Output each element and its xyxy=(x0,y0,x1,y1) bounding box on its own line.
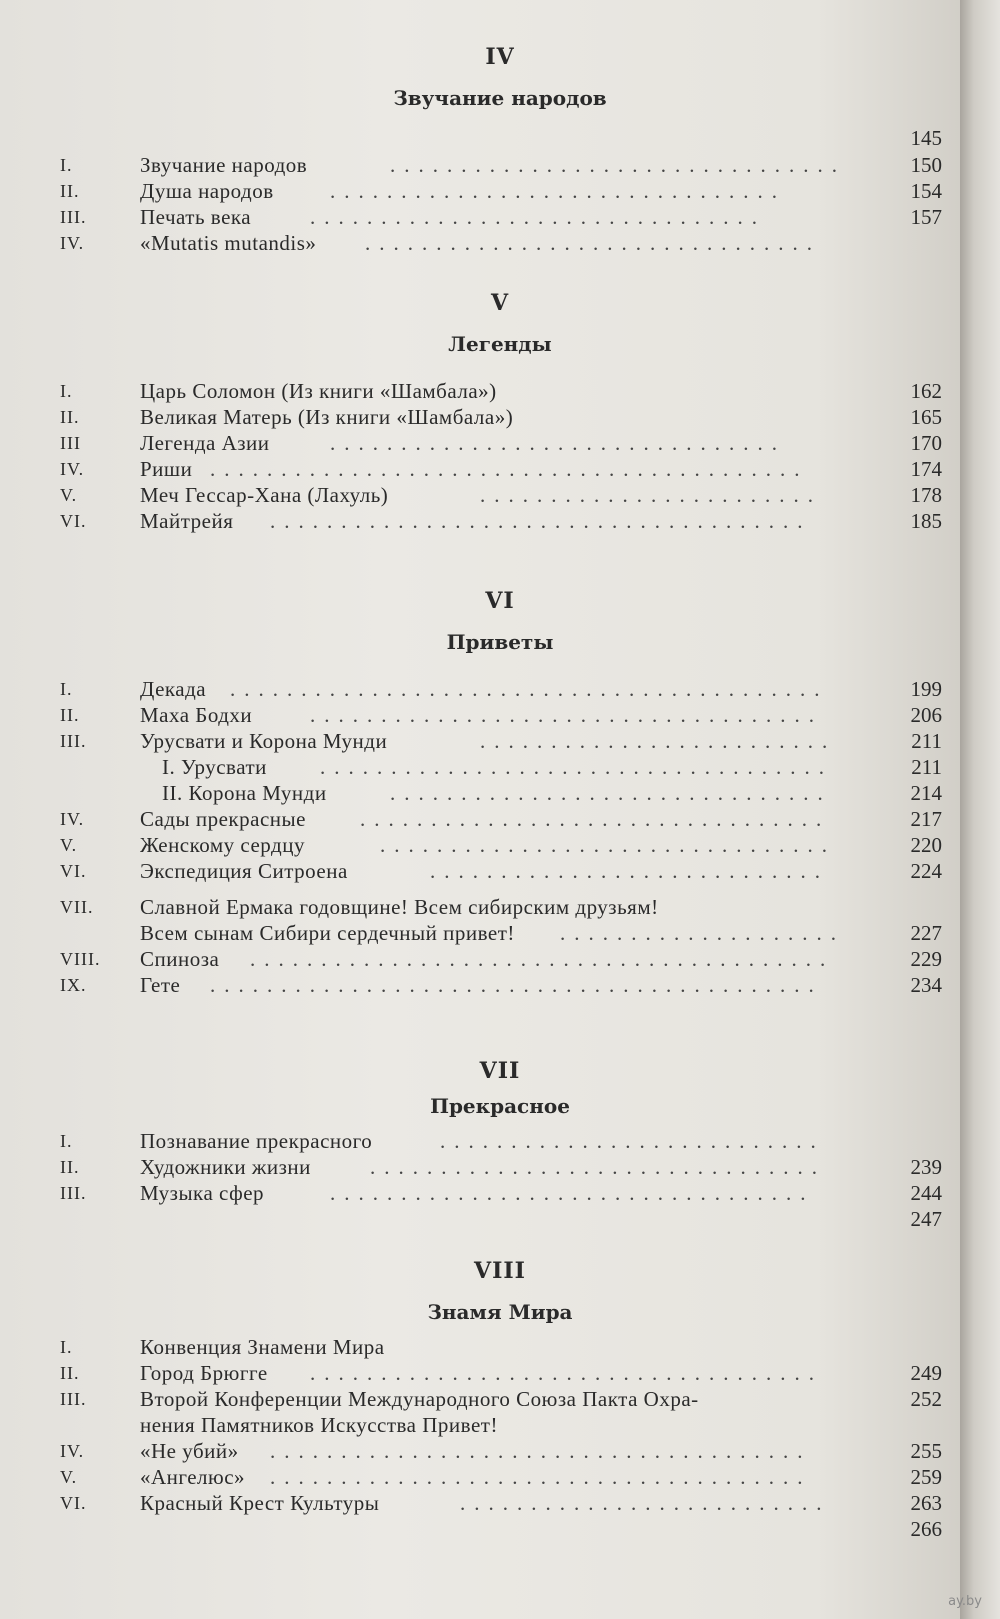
entry-title: I. Урусвати xyxy=(162,755,267,779)
toc-entry xyxy=(60,1464,940,1490)
leader-dots: .................................... xyxy=(310,1361,823,1385)
page-number: 252 xyxy=(910,1387,942,1411)
entry-title: Художники жизни xyxy=(140,1155,311,1179)
toc-subentry xyxy=(60,780,940,806)
section-title: Приветы xyxy=(446,630,554,654)
leader-dots: .......................................... xyxy=(210,457,809,481)
entry-numeral: VI. xyxy=(60,511,87,531)
toc-entry xyxy=(60,508,940,534)
entry-title: Риши xyxy=(140,457,193,481)
page-number: 239 xyxy=(910,1155,942,1179)
page-number: 244 xyxy=(910,1181,942,1205)
leader-dots: ...................................... xyxy=(270,1439,812,1463)
leader-dots: ................................ xyxy=(330,431,786,455)
entry-title: Маха Бодхи xyxy=(140,703,253,727)
section-number: VI xyxy=(485,588,515,614)
page-number: 162 xyxy=(910,379,942,403)
entry-numeral: VIII. xyxy=(60,949,101,969)
page-number: 154 xyxy=(910,179,942,203)
leader-dots: .................................... xyxy=(320,755,833,779)
section-number: VIII xyxy=(474,1258,526,1284)
page-number: 214 xyxy=(910,781,942,805)
toc-entry-continuation xyxy=(60,1412,940,1438)
page-number: 157 xyxy=(910,205,942,229)
entry-title: Печать века xyxy=(140,205,252,229)
toc-entry xyxy=(60,204,940,230)
toc-entry-continuation xyxy=(60,920,940,946)
page-number: 211 xyxy=(911,755,942,779)
entry-title: Урусвати и Корона Мунди xyxy=(140,729,388,753)
page-number: 170 xyxy=(910,431,942,455)
leader-dots: ................................ xyxy=(390,153,846,177)
page-number: 199 xyxy=(910,677,942,701)
toc-entry xyxy=(60,972,940,998)
leader-dots: ................................ xyxy=(380,833,836,857)
section-title: Легенды xyxy=(448,332,552,356)
entry-title: Великая Матерь (Из книги «Шамбала») xyxy=(140,405,514,429)
entry-numeral: V. xyxy=(60,485,78,505)
toc-entry xyxy=(60,806,940,832)
leader-dots: ................................ xyxy=(365,231,821,255)
entry-title: Конвенция Знамени Мира xyxy=(140,1335,385,1359)
toc-entry xyxy=(60,378,940,404)
entry-numeral: IX. xyxy=(60,975,87,995)
page-number: 224 xyxy=(910,859,942,883)
page-number: 259 xyxy=(910,1465,942,1489)
toc-entry xyxy=(60,1360,940,1386)
entry-title: «Mutatis mutandis» xyxy=(140,231,317,255)
leader-dots: ................................ xyxy=(370,1155,826,1179)
leader-dots: ............................... xyxy=(390,781,832,805)
toc-entry xyxy=(60,404,940,430)
section-number: IV xyxy=(485,44,515,70)
page-number: 150 xyxy=(910,153,942,177)
page-number: 178 xyxy=(910,483,942,507)
toc-entry xyxy=(60,1180,940,1206)
entry-title: Царь Соломон (Из книги «Шамбала») xyxy=(140,379,497,403)
leader-dots: .................... xyxy=(560,921,845,945)
toc-entry xyxy=(60,230,940,256)
toc-entry xyxy=(60,1128,940,1154)
leader-dots: .................................. xyxy=(330,1181,815,1205)
leader-dots: ................................ xyxy=(310,205,766,229)
toc-entry xyxy=(60,1154,940,1180)
toc-page-only-row xyxy=(60,1516,940,1542)
entry-numeral: II. xyxy=(60,407,80,427)
page-number: 227 xyxy=(910,921,942,945)
toc-entry xyxy=(60,702,940,728)
toc-entry xyxy=(60,1334,940,1360)
entry-title: Музыка сфер xyxy=(140,1181,265,1205)
entry-numeral: V. xyxy=(60,1467,78,1487)
leader-dots: ........................... xyxy=(440,1129,825,1153)
page-number: 255 xyxy=(910,1439,942,1463)
entry-title: Женскому сердцу xyxy=(140,833,305,857)
entry-title: Экспедиция Ситроена xyxy=(140,859,348,883)
toc-entry xyxy=(60,676,940,702)
toc-entry xyxy=(60,1438,940,1464)
leader-dots: ...................................... xyxy=(270,509,812,533)
toc-entry xyxy=(60,858,940,884)
entry-numeral: IV. xyxy=(60,233,85,253)
entry-title: «Не убий» xyxy=(140,1439,239,1463)
toc-subentry xyxy=(60,754,940,780)
toc-page-only-row xyxy=(60,125,940,151)
toc-entry xyxy=(60,1386,940,1412)
entry-numeral: II. xyxy=(60,705,80,725)
book-gutter xyxy=(960,0,1000,1619)
toc-entry xyxy=(60,456,940,482)
leader-dots: .................................... xyxy=(310,703,823,727)
entry-numeral: III. xyxy=(60,731,87,751)
toc-entry xyxy=(60,482,940,508)
entry-title: Город Брюгге xyxy=(140,1361,268,1385)
leader-dots: .......................... xyxy=(460,1491,831,1515)
entry-title: Красный Крест Культуры xyxy=(140,1491,380,1515)
toc-entry xyxy=(60,178,940,204)
entry-title: «Ангелюс» xyxy=(140,1465,246,1489)
leader-dots: ............................ xyxy=(430,859,829,883)
page-number: 249 xyxy=(910,1361,942,1385)
entry-numeral: V. xyxy=(60,835,78,855)
leader-dots: .......................................... xyxy=(230,677,829,701)
leader-dots: ......................................... xyxy=(250,947,835,971)
page-number: 220 xyxy=(910,833,942,857)
entry-title: Сады прекрасные xyxy=(140,807,306,831)
entry-numeral: III. xyxy=(60,1183,87,1203)
entry-numeral: I. xyxy=(60,679,73,699)
entry-title: Звучание народов xyxy=(140,153,308,177)
leader-dots: ......................... xyxy=(480,729,837,753)
entry-title: Всем сынам Сибири сердечный привет! xyxy=(140,921,515,945)
entry-title: Меч Гессар-Хана (Лахуль) xyxy=(140,483,389,507)
section-number: VII xyxy=(479,1058,521,1084)
toc-page-only-row xyxy=(60,1206,940,1232)
entry-title: II. Корона Мунди xyxy=(162,781,327,805)
page-number: 229 xyxy=(910,947,942,971)
entry-numeral: VII. xyxy=(60,897,94,917)
entry-title: Спиноза xyxy=(140,947,220,971)
toc-entry xyxy=(60,1490,940,1516)
entry-numeral: I. xyxy=(60,381,73,401)
entry-numeral: I. xyxy=(60,1131,73,1151)
page-number: 263 xyxy=(910,1491,942,1515)
entry-title: Майтрейя xyxy=(140,509,234,533)
entry-numeral: IV. xyxy=(60,809,85,829)
entry-title: Декада xyxy=(140,677,207,701)
page-number: 165 xyxy=(910,405,942,429)
page-number: 174 xyxy=(910,457,942,481)
entry-numeral: VI. xyxy=(60,861,87,881)
entry-numeral: IV. xyxy=(60,459,85,479)
entry-title: Легенда Азии xyxy=(140,431,270,455)
toc-entry xyxy=(60,430,940,456)
leader-dots: ...................................... xyxy=(270,1465,812,1489)
watermark: ay.by xyxy=(948,1594,982,1609)
entry-numeral: I. xyxy=(60,155,73,175)
toc-entry xyxy=(60,152,940,178)
entry-title: Гете xyxy=(140,973,181,997)
entry-numeral: III xyxy=(60,433,81,453)
entry-numeral: II. xyxy=(60,1157,80,1177)
page-number: 206 xyxy=(910,703,942,727)
page-number: 211 xyxy=(911,729,942,753)
entry-title: нения Памятников Искусства Привет! xyxy=(140,1413,498,1437)
leader-dots: ........................................... xyxy=(210,973,823,997)
page-number: 266 xyxy=(910,1517,942,1541)
leader-dots: ................................. xyxy=(360,807,831,831)
section-title: Знамя Мира xyxy=(427,1300,573,1324)
entry-numeral: II. xyxy=(60,181,80,201)
entry-title: Душа народов xyxy=(140,179,274,203)
section-title: Звучание народов xyxy=(393,86,607,110)
page-number: 217 xyxy=(910,807,942,831)
leader-dots: ................................ xyxy=(330,179,786,203)
entry-numeral: I. xyxy=(60,1337,73,1357)
page-number: 145 xyxy=(910,126,942,150)
toc-entry xyxy=(60,894,940,920)
entry-numeral: III. xyxy=(60,207,87,227)
page-number: 185 xyxy=(910,509,942,533)
entry-title: Познавание прекрасного xyxy=(140,1129,373,1153)
entry-title: Славной Ермака годовщине! Всем сибирским друзьям! xyxy=(140,895,659,919)
entry-title: Второй Конференции Международного Союза Пакта Охра- xyxy=(140,1387,699,1411)
entry-numeral: II. xyxy=(60,1363,80,1383)
toc-entry xyxy=(60,946,940,972)
section-title: Прекрасное xyxy=(430,1094,570,1118)
entry-numeral: VI. xyxy=(60,1493,87,1513)
toc-entry xyxy=(60,728,940,754)
entry-numeral: IV. xyxy=(60,1441,85,1461)
leader-dots: ........................ xyxy=(480,483,822,507)
page-number: 234 xyxy=(910,973,942,997)
entry-numeral: III. xyxy=(60,1389,87,1409)
page-number: 247 xyxy=(910,1207,942,1231)
toc-entry xyxy=(60,832,940,858)
section-number: V xyxy=(490,290,510,316)
